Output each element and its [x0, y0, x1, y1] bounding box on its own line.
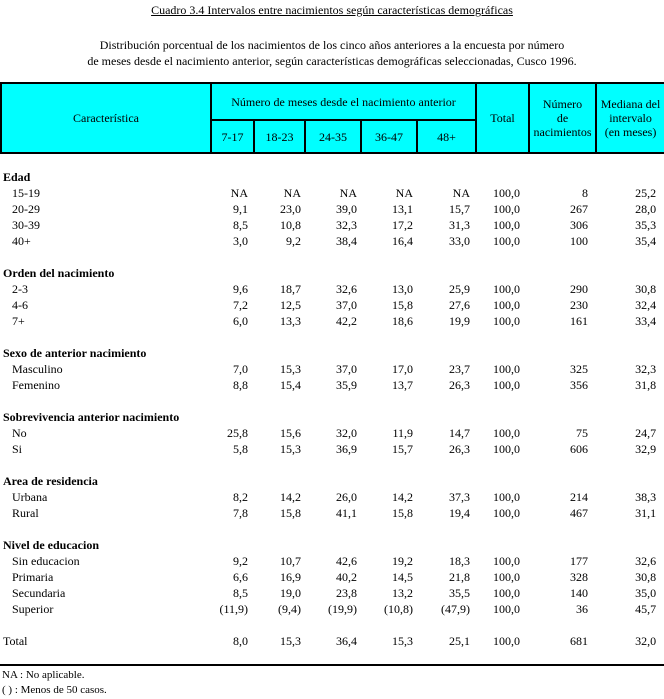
cell-value: 28,0 [635, 202, 657, 216]
cell-value: 32,0 [635, 634, 657, 648]
footer-rule [0, 664, 664, 666]
cell-value: 17,2 [392, 218, 413, 232]
row-label: No [12, 426, 27, 440]
cell-value: 100,0 [493, 506, 520, 520]
cell-value: 100,0 [493, 442, 520, 456]
cell-value: 8,5 [233, 218, 248, 232]
cell-value: 35,4 [635, 234, 657, 248]
table-row [0, 569, 664, 585]
cell-value: NA [452, 186, 470, 200]
cell-value: 31,8 [635, 378, 657, 392]
cell-value: NA [230, 186, 248, 200]
cell-value: 35,5 [449, 586, 470, 600]
cell-value: 23,0 [280, 202, 301, 216]
cell-value: 8,2 [233, 490, 248, 504]
row-label: Urbana [12, 490, 48, 504]
header-total: Total [476, 83, 529, 153]
cell-value: 177 [570, 554, 588, 568]
cell-value: (11,9) [219, 602, 248, 616]
row-label: Femenino [12, 378, 60, 392]
cell-value: 16,4 [392, 234, 413, 248]
cell-value: 15,8 [392, 298, 413, 312]
cell-value: 25,2 [635, 186, 657, 200]
cell-value: 32,4 [635, 298, 657, 312]
header-interval: 36-47 [361, 120, 417, 153]
cell-value: 6,0 [233, 314, 248, 328]
section-heading: Sexo de anterior nacimiento [3, 346, 147, 360]
cell-value: 33,0 [449, 234, 470, 248]
table-row [0, 361, 664, 377]
header-line: nacimientos [533, 125, 592, 139]
cell-value: 19,0 [280, 586, 301, 600]
cell-value: (10,8) [384, 602, 413, 616]
spacer-row [0, 249, 664, 265]
spacer-row [0, 617, 664, 633]
cell-value: 35,3 [635, 218, 657, 232]
cell-value: 100,0 [493, 602, 520, 616]
cell-value: 15,3 [392, 634, 413, 648]
table-row [0, 233, 664, 249]
cell-value: 14,7 [449, 426, 470, 440]
table-row [0, 313, 664, 329]
cell-value: 24,7 [635, 426, 657, 440]
cell-value: 100,0 [493, 586, 520, 600]
cell-value: 18,3 [449, 554, 470, 568]
cell-value: (19,9) [328, 602, 357, 616]
table-row [0, 185, 664, 201]
cell-value: 32,3 [336, 218, 357, 232]
section-row [0, 265, 664, 281]
cell-value: 13,0 [392, 282, 413, 296]
cell-value: 38,4 [336, 234, 357, 248]
cell-value: 37,0 [336, 362, 357, 376]
cell-value: 681 [570, 634, 588, 648]
cell-value: 8,0 [233, 634, 248, 648]
cell-value: 5,8 [233, 442, 248, 456]
cell-value: 41,1 [336, 506, 357, 520]
section-heading: Edad [3, 170, 31, 184]
section-heading: Nivel de educacion [3, 538, 99, 552]
cell-value: NA [339, 186, 357, 200]
cell-value: 37,3 [449, 490, 470, 504]
cell-value: 32,9 [635, 442, 657, 456]
cell-value: 100,0 [493, 490, 520, 504]
cell-value: 32,6 [336, 282, 357, 296]
cell-value: (47,9) [441, 602, 470, 616]
row-label: Primaria [12, 570, 54, 584]
cell-value: 15,3 [280, 634, 301, 648]
header-median [596, 83, 664, 153]
cell-value: 21,8 [449, 570, 470, 584]
cell-value: 15,7 [449, 202, 470, 216]
row-label: Total [3, 634, 28, 648]
cell-value: 25,8 [227, 426, 248, 440]
spacer-row [0, 521, 664, 537]
spacer-row [0, 329, 664, 345]
cell-value: 36 [576, 602, 588, 616]
cell-value: 8,8 [233, 378, 248, 392]
cell-value: 606 [570, 442, 588, 456]
table-row [0, 201, 664, 217]
cell-value: 37,0 [336, 298, 357, 312]
header-characteristic: Característica [1, 83, 211, 153]
cell-value: 467 [570, 506, 588, 520]
cell-value: 39,0 [336, 202, 357, 216]
cell-value: 15,6 [280, 426, 301, 440]
cell-value: 26,0 [336, 490, 357, 504]
cell-value: (9,4) [278, 602, 301, 616]
row-label: 40+ [12, 234, 31, 248]
cell-value: 40,2 [336, 570, 357, 584]
table-row [0, 425, 664, 441]
header-line: Mediana del [600, 97, 661, 111]
cell-value: 27,6 [449, 298, 470, 312]
section-row [0, 473, 664, 489]
cell-value: 6,6 [233, 570, 248, 584]
header-interval: 18-23 [254, 120, 305, 153]
cell-value: 267 [570, 202, 588, 216]
cell-value: 14,2 [280, 490, 301, 504]
row-label: 2-3 [12, 282, 28, 296]
total-row [0, 633, 664, 649]
table-row [0, 441, 664, 457]
cell-value: 13,2 [392, 586, 413, 600]
cell-value: 19,2 [392, 554, 413, 568]
cell-value: 35,9 [336, 378, 357, 392]
section-heading: Orden del nacimiento [3, 266, 115, 280]
header-interval: 24-35 [305, 120, 361, 153]
cell-value: 9,2 [286, 234, 301, 248]
cell-value: 23,8 [336, 586, 357, 600]
cell-value: 10,7 [280, 554, 301, 568]
cell-value: 13,3 [280, 314, 301, 328]
cell-value: 100,0 [493, 634, 520, 648]
cell-value: 15,3 [280, 362, 301, 376]
table-row [0, 217, 664, 233]
header-interval: 7-17 [211, 120, 254, 153]
section-row [0, 345, 664, 361]
section-heading: Sobrevivencia anterior nacimiento [3, 410, 180, 424]
cell-value: 140 [570, 586, 588, 600]
cell-value: NA [283, 186, 301, 200]
cell-value: 19,9 [449, 314, 470, 328]
row-label: Masculino [12, 362, 63, 376]
cell-value: 15,4 [280, 378, 301, 392]
row-label: Rural [12, 506, 39, 520]
cell-value: 100,0 [493, 426, 520, 440]
cell-value: 13,1 [392, 202, 413, 216]
cell-value: 9,6 [233, 282, 248, 296]
table-row [0, 505, 664, 521]
row-label: 4-6 [12, 298, 28, 312]
cell-value: 31,3 [449, 218, 470, 232]
note-na: NA : No aplicable. [2, 669, 85, 681]
cell-value: 230 [570, 298, 588, 312]
cell-value: 18,7 [280, 282, 301, 296]
cell-value: 45,7 [635, 602, 657, 616]
cell-value: 7,8 [233, 506, 248, 520]
subtitle-line: de meses desde el nacimiento anterior, según características demográficas seleccionadas, Cusco 1996. [87, 54, 577, 68]
row-label: 7+ [12, 314, 25, 328]
cell-value: 328 [570, 570, 588, 584]
cell-value: 100,0 [493, 218, 520, 232]
cell-value: 32,3 [635, 362, 657, 376]
cell-value: 36,9 [336, 442, 357, 456]
header-line: Número [542, 97, 583, 111]
cell-value: 7,2 [233, 298, 248, 312]
cell-value: 100,0 [493, 378, 520, 392]
table-subtitle [0, 37, 664, 69]
cell-value: 100 [570, 234, 588, 248]
row-label: Sin educacion [12, 554, 80, 568]
row-label: 15-19 [12, 186, 40, 200]
table-body [0, 169, 664, 649]
header-interval-group: Número de meses desde el nacimiento anterior [211, 83, 476, 120]
spacer-row [0, 393, 664, 409]
table-header [0, 82, 664, 154]
cell-value: 12,5 [280, 298, 301, 312]
row-label: Secundaria [12, 586, 66, 600]
cell-value: 100,0 [493, 362, 520, 376]
cell-value: 15,8 [392, 506, 413, 520]
cell-value: 33,4 [635, 314, 657, 328]
spacer-row [0, 457, 664, 473]
header-line: intervalo [609, 111, 652, 125]
table-row [0, 585, 664, 601]
cell-value: 100,0 [493, 202, 520, 216]
cell-value: 42,6 [336, 554, 357, 568]
cell-value: 30,8 [635, 282, 657, 296]
table-row [0, 489, 664, 505]
row-label: 20-29 [12, 202, 40, 216]
cell-value: 31,1 [635, 506, 657, 520]
cell-value: 38,3 [635, 490, 657, 504]
cell-value: 16,9 [280, 570, 301, 584]
cell-value: 7,0 [233, 362, 248, 376]
cell-value: 100,0 [493, 298, 520, 312]
note-parentheses: ( ) : Menos de 50 casos. [2, 684, 107, 696]
cell-value: 100,0 [493, 282, 520, 296]
cell-value: 290 [570, 282, 588, 296]
cell-value: 3,0 [233, 234, 248, 248]
table-row [0, 377, 664, 393]
cell-value: 26,3 [449, 442, 470, 456]
cell-value: 100,0 [493, 186, 520, 200]
cell-value: 15,3 [280, 442, 301, 456]
cell-value: 14,2 [392, 490, 413, 504]
cell-value: 15,8 [280, 506, 301, 520]
cell-value: 42,2 [336, 314, 357, 328]
cell-value: 9,1 [233, 202, 248, 216]
cell-value: 26,3 [449, 378, 470, 392]
cell-value: NA [395, 186, 413, 200]
header-line: de [556, 111, 569, 125]
subtitle-line: Distribución porcentual de los nacimientos de los cinco años anteriores a la encuesta por número [99, 38, 565, 52]
cell-value: 100,0 [493, 314, 520, 328]
cell-value: 356 [570, 378, 588, 392]
cell-value: 214 [570, 490, 588, 504]
row-label: Superior [12, 602, 54, 616]
cell-value: 25,1 [449, 634, 470, 648]
cell-value: 18,6 [392, 314, 413, 328]
cell-value: 14,5 [392, 570, 413, 584]
table-row [0, 553, 664, 569]
cell-value: 13,7 [392, 378, 413, 392]
cell-value: 11,9 [392, 426, 413, 440]
cell-value: 100,0 [493, 234, 520, 248]
cell-value: 100,0 [493, 570, 520, 584]
section-row [0, 169, 664, 185]
title-text: Cuadro 3.4 Intervalos entre nacimientos según características demográficas [151, 3, 513, 17]
table-row [0, 281, 664, 297]
section-row [0, 537, 664, 553]
row-label: 30-39 [12, 218, 40, 232]
table-title [0, 3, 664, 18]
cell-value: 8 [582, 186, 588, 200]
table-row [0, 601, 664, 617]
cell-value: 17,0 [392, 362, 413, 376]
cell-value: 32,0 [336, 426, 357, 440]
cell-value: 15,7 [392, 442, 413, 456]
cell-value: 8,5 [233, 586, 248, 600]
cell-value: 30,8 [635, 570, 657, 584]
cell-value: 19,4 [449, 506, 470, 520]
header-births [529, 83, 596, 153]
cell-value: 25,9 [449, 282, 470, 296]
cell-value: 9,2 [233, 554, 248, 568]
header-interval: 48+ [417, 120, 476, 153]
cell-value: 100,0 [493, 554, 520, 568]
cell-value: 161 [570, 314, 588, 328]
cell-value: 325 [570, 362, 588, 376]
cell-value: 23,7 [449, 362, 470, 376]
section-heading: Area de residencia [3, 474, 98, 488]
cell-value: 35,0 [635, 586, 657, 600]
cell-value: 10,8 [280, 218, 301, 232]
section-row [0, 409, 664, 425]
row-label: Si [12, 442, 23, 456]
cell-value: 75 [576, 426, 588, 440]
header-line: (en meses) [604, 125, 657, 139]
cell-value: 32,6 [635, 554, 657, 568]
table-row [0, 297, 664, 313]
cell-value: 306 [570, 218, 588, 232]
cell-value: 36,4 [336, 634, 357, 648]
